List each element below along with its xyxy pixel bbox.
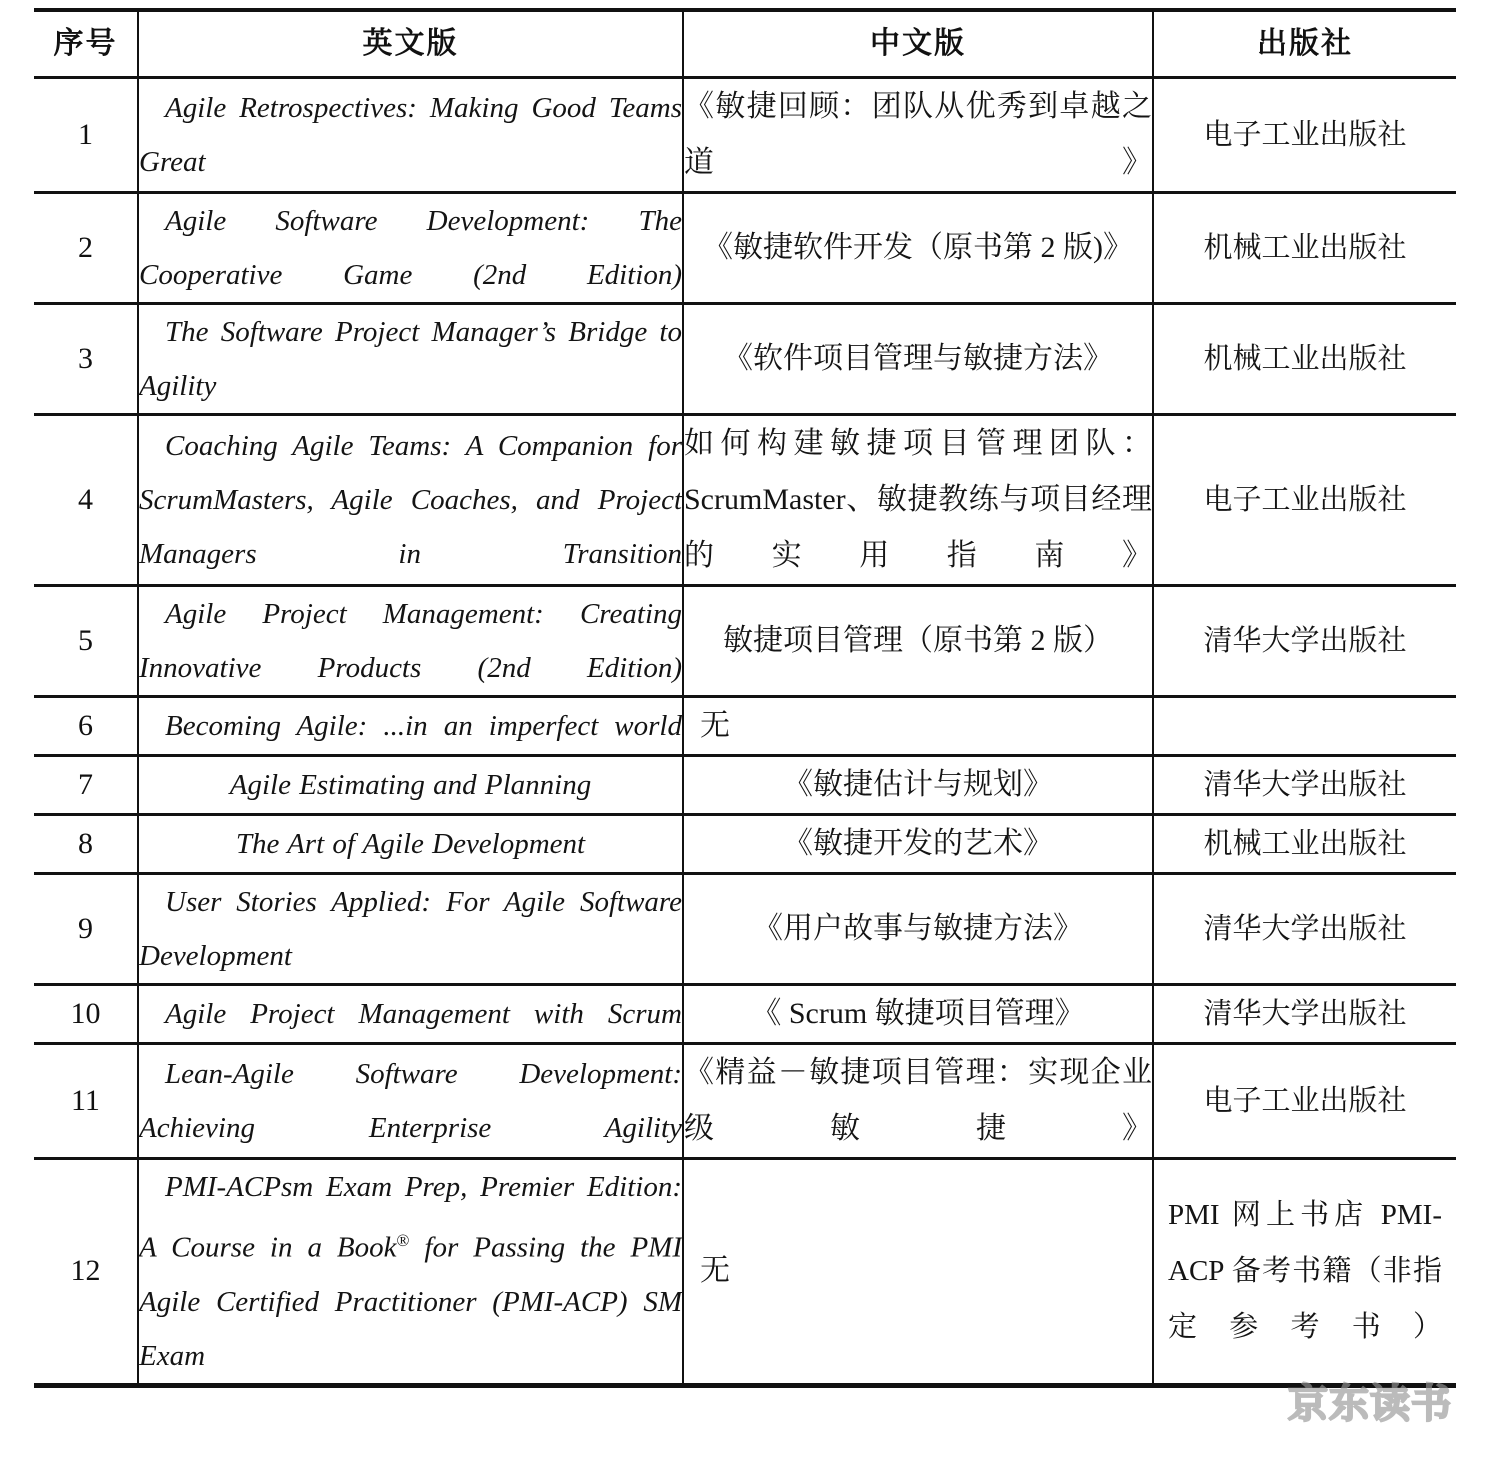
row-index: 10 bbox=[34, 985, 138, 1044]
row-index: 3 bbox=[34, 304, 138, 415]
table-row bbox=[34, 586, 1456, 697]
row-index: 9 bbox=[34, 874, 138, 985]
table-row bbox=[34, 697, 1456, 756]
row-index: 2 bbox=[34, 193, 138, 304]
book-reference-table-container bbox=[34, 8, 1456, 1388]
chinese-title: 《敏捷回顾：团队从优秀到卓越之道》 bbox=[683, 78, 1153, 193]
chinese-title: 无 bbox=[683, 697, 1153, 756]
table-row bbox=[34, 78, 1456, 193]
chinese-title: 《敏捷开发的艺术》 bbox=[683, 815, 1153, 874]
publisher-name: 清华大学出版社 bbox=[1153, 985, 1456, 1044]
chinese-title: 《软件项目管理与敏捷方法》 bbox=[683, 304, 1153, 415]
english-title: The Art of Agile Development bbox=[138, 815, 683, 874]
table-body bbox=[34, 78, 1456, 1386]
row-index: 5 bbox=[34, 586, 138, 697]
publisher-name: 清华大学出版社 bbox=[1153, 756, 1456, 815]
chinese-title: 《敏捷估计与规划》 bbox=[683, 756, 1153, 815]
row-index: 4 bbox=[34, 415, 138, 586]
english-title-part-1: PMI-ACPsm Exam Prep, Premier Edition: A Course in a Book bbox=[139, 1171, 682, 1264]
table-row bbox=[34, 815, 1456, 874]
publisher-name: 清华大学出版社 bbox=[1153, 586, 1456, 697]
column-header-chinese: 中文版 bbox=[683, 10, 1153, 78]
english-title: The Software Project Manager’s Bridge to Agility bbox=[138, 304, 683, 415]
table-row bbox=[34, 756, 1456, 815]
english-title: Becoming Agile: ...in an imperfect world bbox=[138, 697, 683, 756]
publisher-name: 电子工业出版社 bbox=[1153, 1044, 1456, 1159]
english-title: Agile Retrospectives: Making Good Teams Great bbox=[138, 78, 683, 193]
column-header-english: 英文版 bbox=[138, 10, 683, 78]
table-header-row bbox=[34, 10, 1456, 78]
row-index: 12 bbox=[34, 1159, 138, 1386]
english-title: Coaching Agile Teams: A Companion for ScrumMasters, Agile Coaches, and Project Managers in Transition bbox=[138, 415, 683, 586]
english-title: Agile Project Management: Creating Innovative Products (2nd Edition) bbox=[138, 586, 683, 697]
publisher-name: PMI 网上书店 PMI-ACP 备考书籍（非指定参考书） bbox=[1153, 1159, 1456, 1386]
english-title: Agile Software Development: The Cooperative Game (2nd Edition) bbox=[138, 193, 683, 304]
table-row bbox=[34, 985, 1456, 1044]
row-index: 7 bbox=[34, 756, 138, 815]
publisher-name: 机械工业出版社 bbox=[1153, 193, 1456, 304]
publisher-name bbox=[1153, 697, 1456, 756]
row-index: 8 bbox=[34, 815, 138, 874]
publisher-name: 清华大学出版社 bbox=[1153, 874, 1456, 985]
book-reference-table bbox=[34, 8, 1456, 1388]
chinese-title: 《用户故事与敏捷方法》 bbox=[683, 874, 1153, 985]
chinese-title: 敏捷项目管理（原书第 2 版） bbox=[683, 586, 1153, 697]
english-title: Lean-Agile Software Development: Achieving Enterprise Agility bbox=[138, 1044, 683, 1159]
table-row bbox=[34, 1044, 1456, 1159]
table-row bbox=[34, 193, 1456, 304]
table-row bbox=[34, 304, 1456, 415]
table-row bbox=[34, 415, 1456, 586]
chinese-title: 无 bbox=[683, 1159, 1153, 1386]
english-title: Agile Project Management with Scrum bbox=[138, 985, 683, 1044]
publisher-name: 电子工业出版社 bbox=[1153, 415, 1456, 586]
english-title: User Stories Applied: For Agile Software Development bbox=[138, 874, 683, 985]
row-index: 6 bbox=[34, 697, 138, 756]
publisher-name: 机械工业出版社 bbox=[1153, 815, 1456, 874]
english-title-part-2: for Passing the PMI Agile Certified Practitioner (PMI-ACP) SM Exam bbox=[139, 1231, 682, 1372]
chinese-title: 《敏捷软件开发（原书第 2 版)》 bbox=[683, 193, 1153, 304]
registered-trademark-icon: ® bbox=[396, 1231, 410, 1250]
table-header bbox=[34, 10, 1456, 78]
row-index: 1 bbox=[34, 78, 138, 193]
table-row bbox=[34, 874, 1456, 985]
row-index: 11 bbox=[34, 1044, 138, 1159]
column-header-index: 序号 bbox=[34, 10, 138, 78]
jd-reading-watermark: 京东读书 bbox=[1288, 1381, 1452, 1427]
chinese-title: 《 Scrum 敏捷项目管理》 bbox=[683, 985, 1153, 1044]
publisher-name: 电子工业出版社 bbox=[1153, 78, 1456, 193]
english-title bbox=[138, 1159, 683, 1386]
table-row bbox=[34, 1159, 1456, 1386]
english-title: Agile Estimating and Planning bbox=[138, 756, 683, 815]
chinese-title: 《精益－敏捷项目管理：实现企业级敏捷》 bbox=[683, 1044, 1153, 1159]
chinese-title: 如何构建敏捷项目管理团队：ScrumMaster、敏捷教练与项目经理的实用指南》 bbox=[683, 415, 1153, 586]
publisher-name: 机械工业出版社 bbox=[1153, 304, 1456, 415]
column-header-publisher: 出版社 bbox=[1153, 10, 1456, 78]
